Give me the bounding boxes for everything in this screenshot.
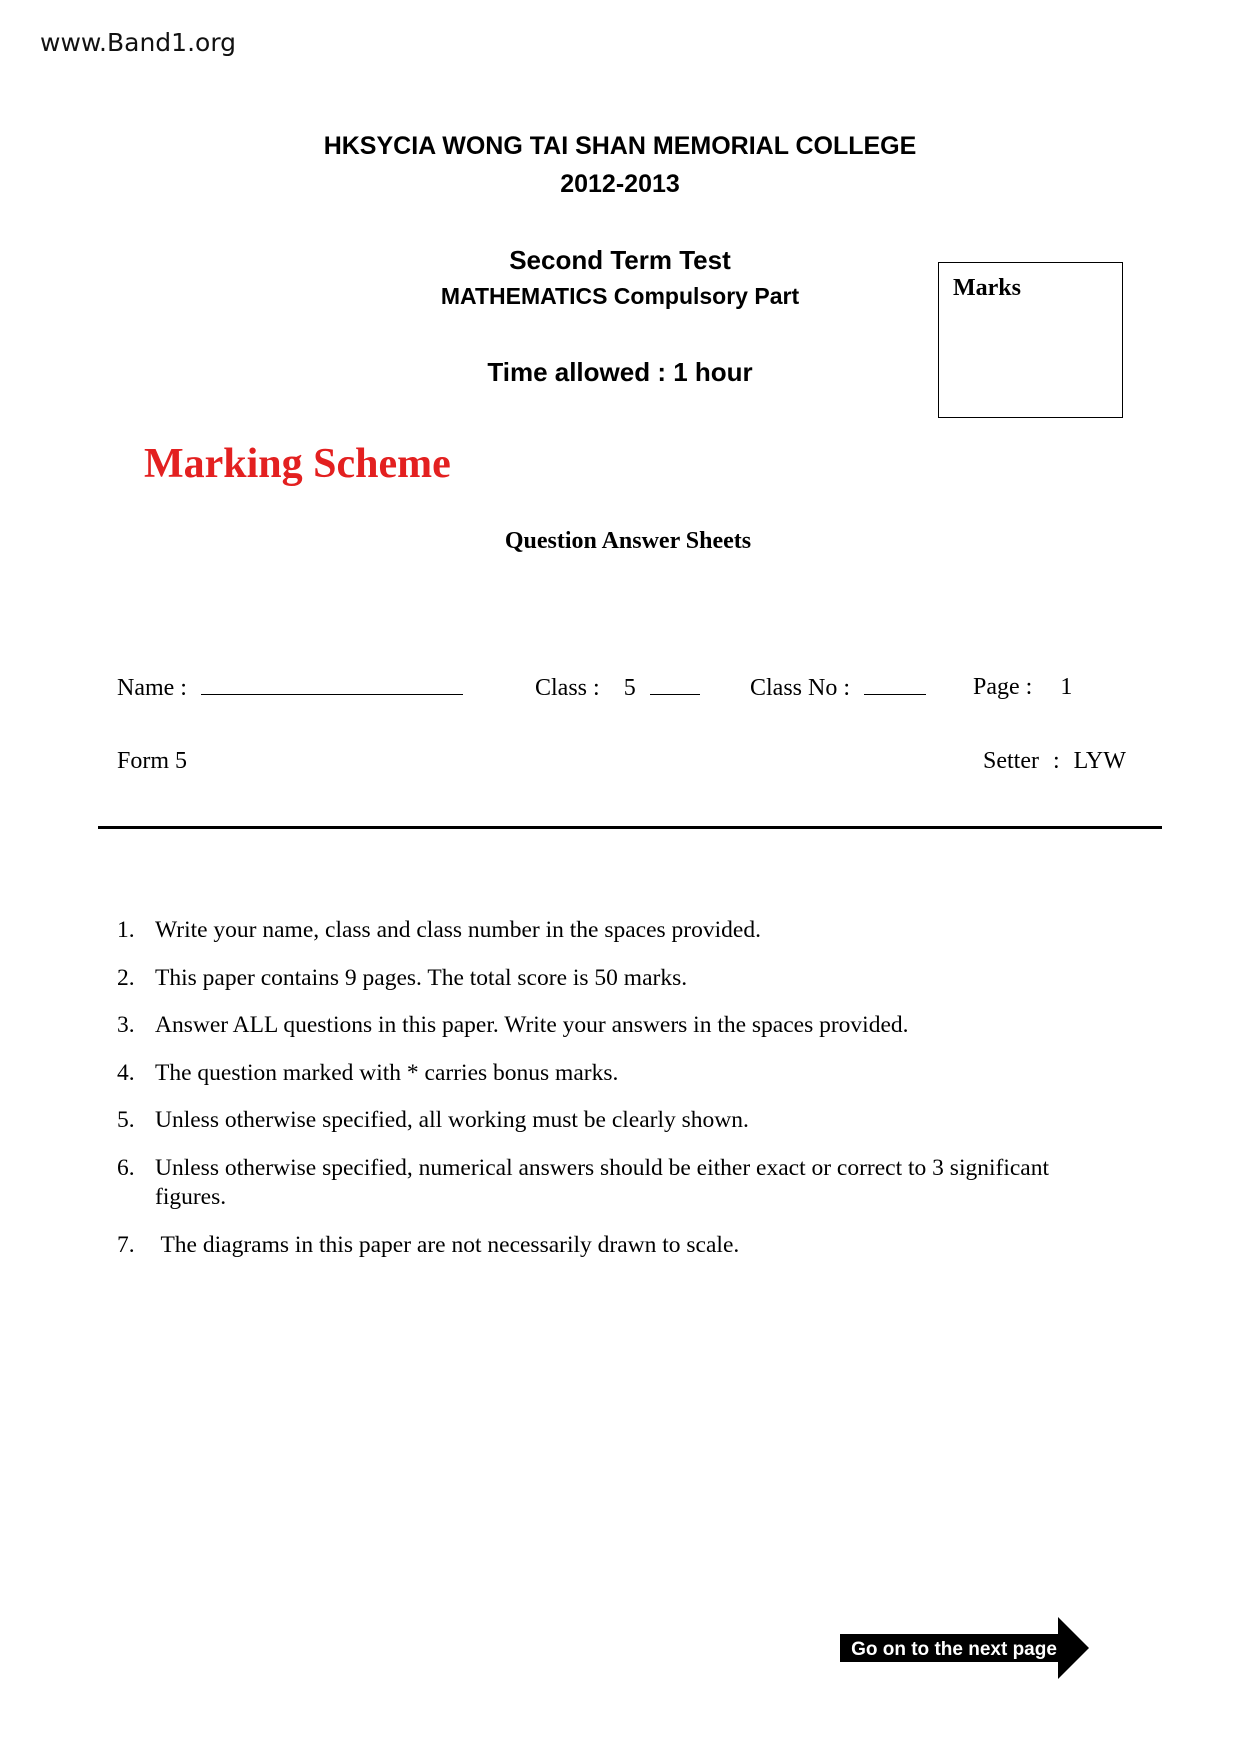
marking-scheme-title: Marking Scheme [144,441,451,487]
school-year: 2012-2013 [560,170,680,198]
name-label: Name : [117,675,187,701]
instruction-item: 3. Answer ALL questions in this paper. Write your answers in the spaces provided. [117,1012,909,1038]
marks-box [938,262,1123,418]
next-page-arrow [840,1617,1090,1679]
form-level: Form 5 [117,748,188,774]
test-title: Second Term Test [509,245,731,275]
instruction-item: 1. Write your name, class and class number in the spaces provided. [117,917,761,943]
page-label: Page : [973,674,1033,700]
instruction-item: 7. The diagrams in this paper are not necessarily drawn to scale. [117,1232,740,1258]
class-no-blank [864,674,926,695]
class-label: Class : [535,675,600,701]
instruction-item: 5. Unless otherwise specified, all working must be clearly shown. [117,1107,749,1133]
next-page-label: Go on to the next page [851,1639,1057,1660]
instruction-item: 2. This paper contains 9 pages. The total score is 50 marks. [117,965,688,991]
marks-label: Marks [953,275,1021,301]
class-no-field [750,674,926,702]
instruction-item: 4. The question marked with * carries bonus marks. [117,1060,619,1086]
time-allowed: Time allowed : 1 hour [487,357,753,387]
setter-label: Setter [983,748,1039,774]
class-field [535,674,700,702]
subject-title: MATHEMATICS Compulsory Part [440,283,800,309]
class-blank [650,674,700,695]
school-name: HKSYCIA WONG TAI SHAN MEMORIAL COLLEGE [323,132,917,160]
watermark-url: www.Band1.org [40,28,237,57]
class-no-label: Class No : [750,675,851,701]
instruction-item: 6. Unless otherwise specified, numerical answers should be either exact or correct to 3 significant figures. [117,1155,1049,1210]
name-blank [201,674,463,695]
name-field [117,674,463,702]
divider-rule [98,826,1162,829]
arrow-right-icon [840,1617,1090,1679]
class-value: 5 [623,675,636,701]
setter-value: LYW [1073,748,1126,774]
page-value: 1 [1060,674,1073,700]
page-field [973,674,1072,701]
sheet-title: Question Answer Sheets [504,528,752,554]
setter-field [983,748,1126,775]
setter-colon: : [1052,748,1060,774]
